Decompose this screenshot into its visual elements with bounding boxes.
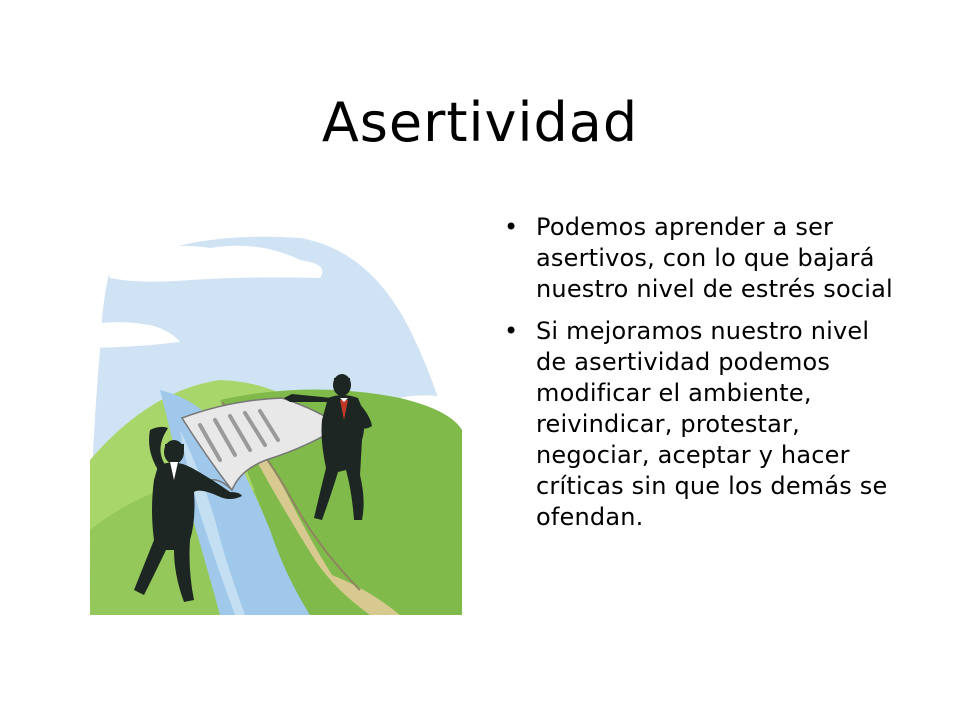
bullet-text: Podemos aprender a ser asertivos, con lo que bajará nuestro nivel de estrés social — [536, 213, 893, 303]
bullet-text: Si mejoramos nuestro nivel de asertividad podemos modificar el ambiente, reivindicar, protestar, negociar, aceptar y hacer críticas sin que los demás se ofendan. — [536, 317, 888, 531]
bullet-item — [500, 316, 900, 533]
bullet-marker: • — [504, 213, 519, 241]
bullet-list — [500, 212, 900, 544]
bullet-item — [500, 212, 900, 305]
slide-title: Asertividad — [321, 91, 639, 154]
bullet-marker: • — [504, 317, 519, 345]
businessmen-carrying-document-clipart — [70, 230, 470, 615]
